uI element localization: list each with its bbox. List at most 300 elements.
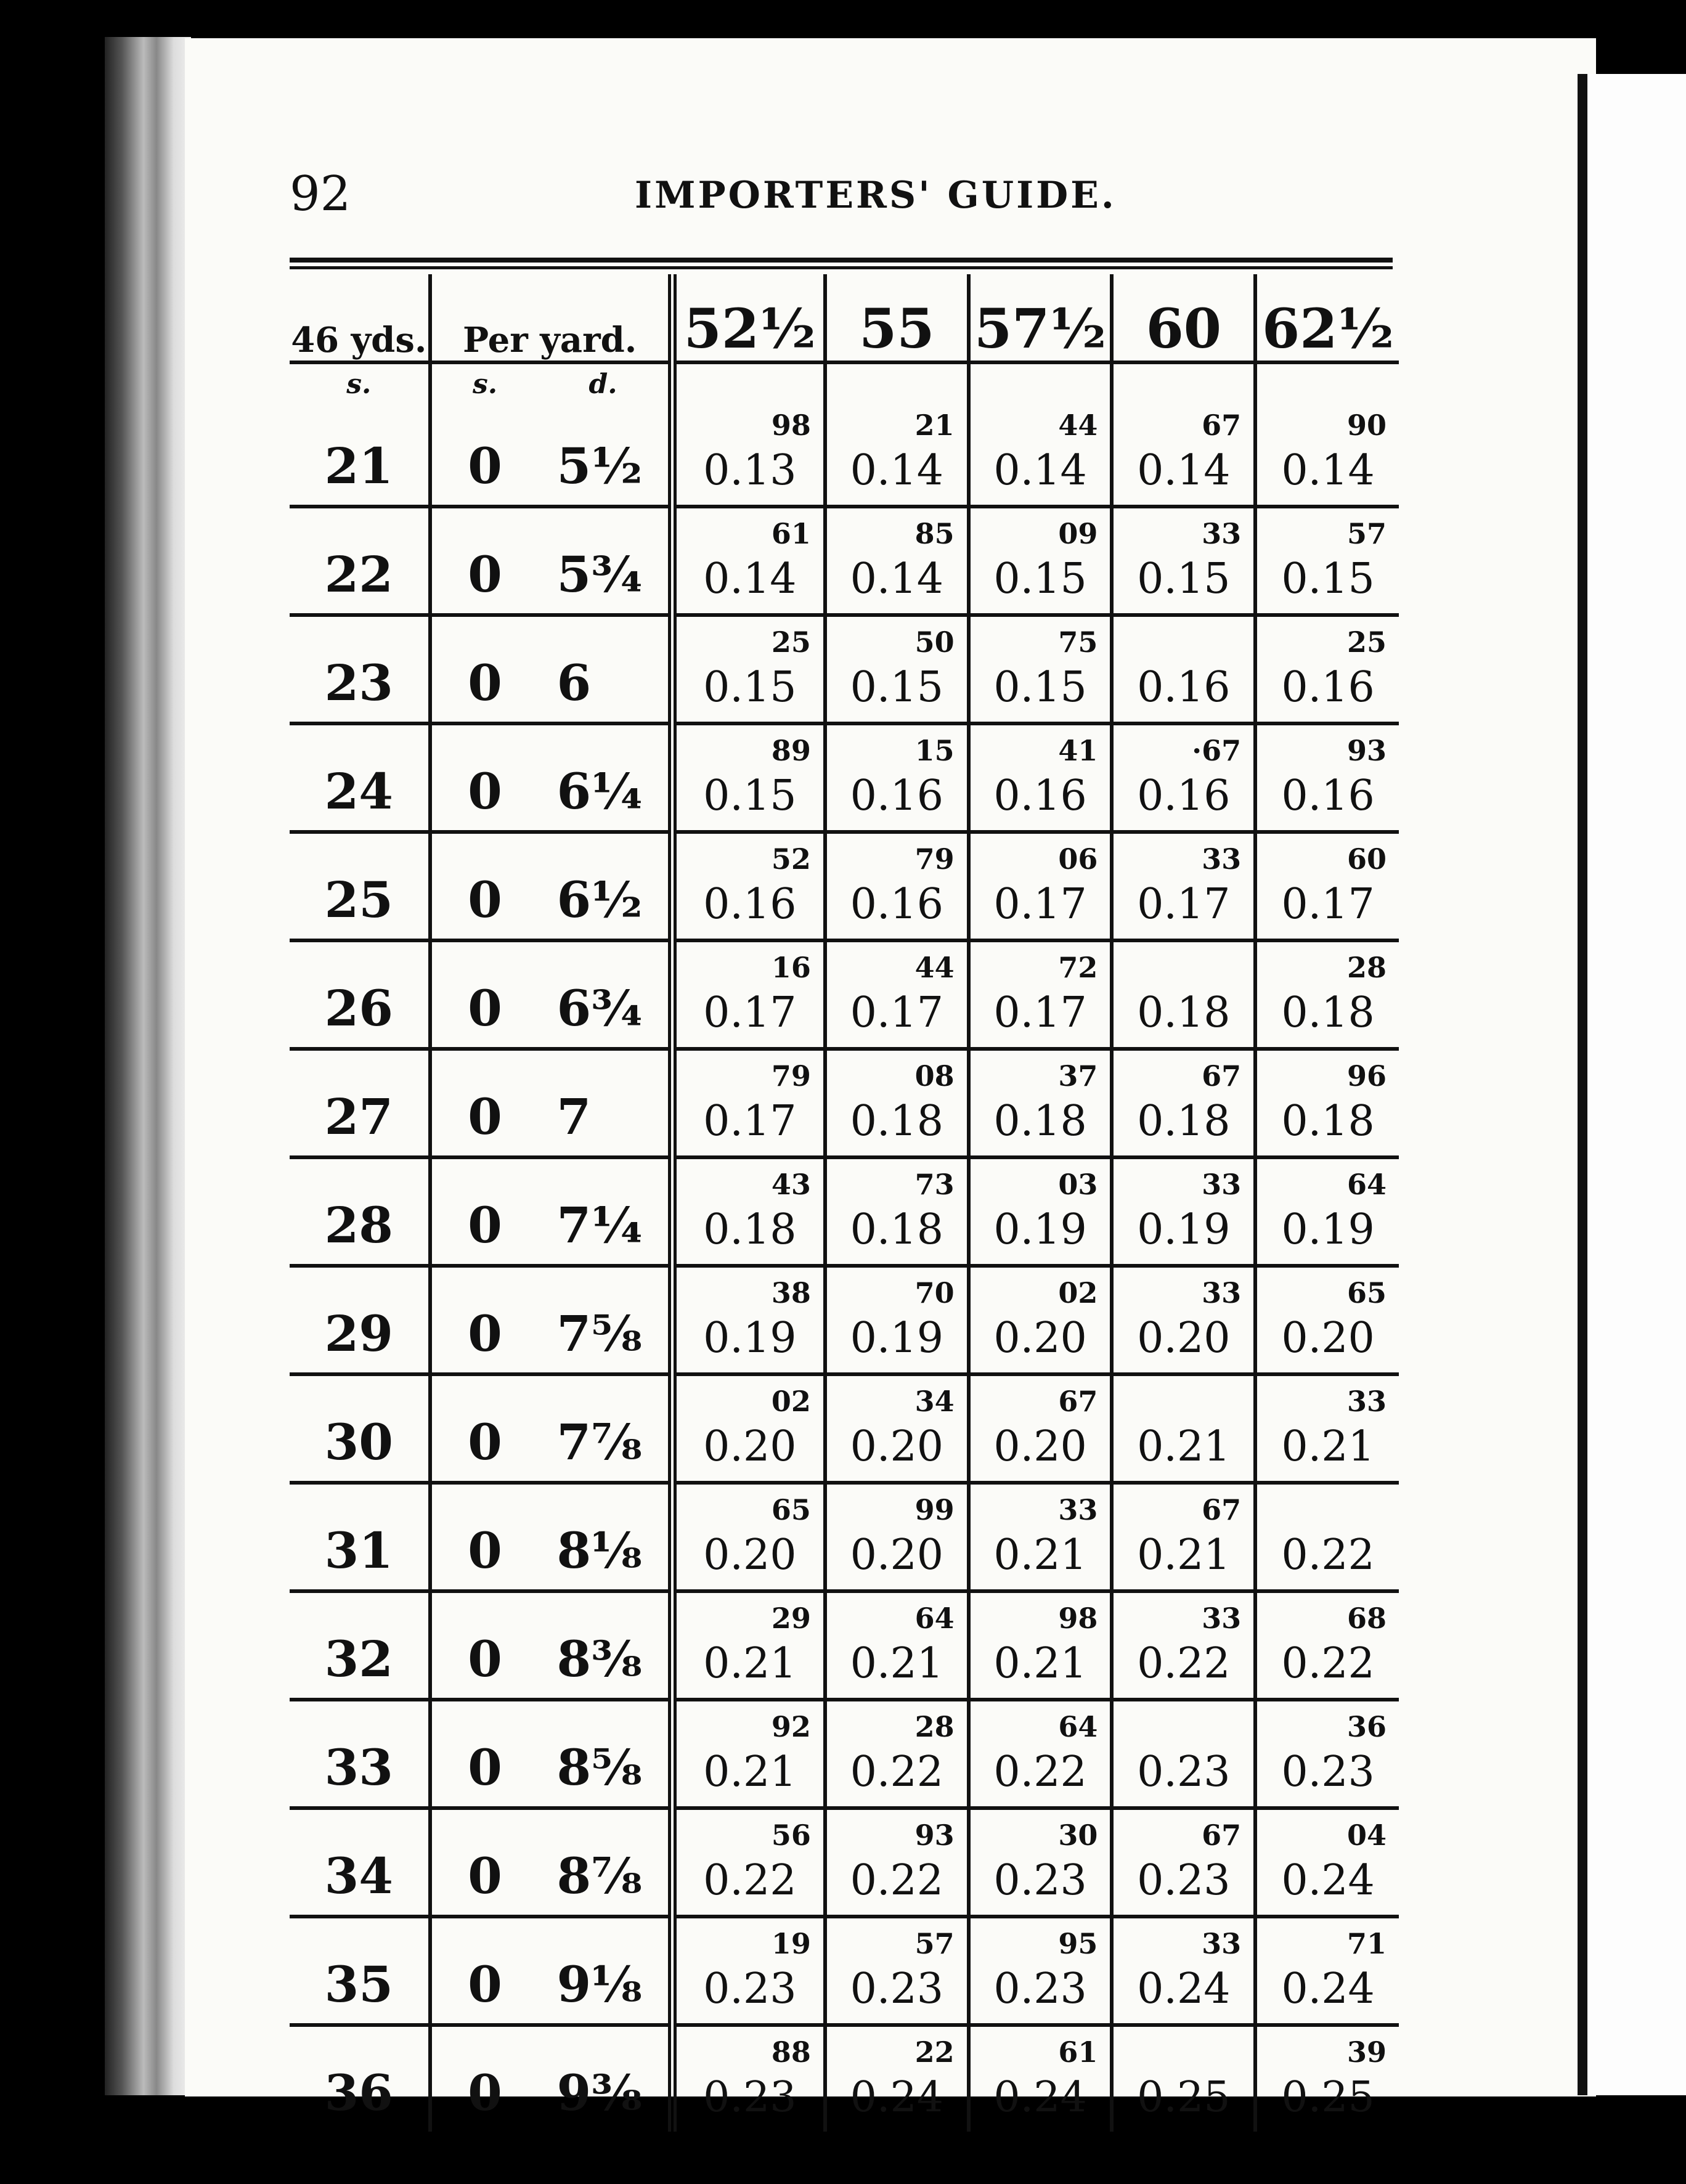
cell-value-decimal: 33 — [1346, 1385, 1387, 1418]
cell-value-text: 0.20 — [703, 1531, 797, 1579]
cell-value — [825, 507, 969, 615]
price-table — [290, 274, 1399, 2132]
cell-value — [1255, 400, 1399, 507]
cell-value — [1255, 832, 1399, 940]
table-row — [290, 1374, 1399, 1483]
table-row — [290, 400, 1399, 507]
cell-value-decimal: 98 — [771, 409, 811, 442]
cell-value-decimal: 44 — [914, 951, 955, 984]
cell-pence-text: 6½ — [556, 871, 643, 929]
cell-value-decimal: 08 — [914, 1059, 955, 1093]
cell-value-decimal: 98 — [1058, 1602, 1098, 1635]
cell-yards-text: 36 — [324, 2064, 393, 2122]
cell-value-decimal: 06 — [1058, 842, 1098, 876]
cell-value-text: 0.23 — [703, 1965, 797, 2013]
cell-value-text: 0.18 — [850, 1205, 944, 1254]
cell-value-decimal: 22 — [914, 2035, 955, 2069]
table-row — [290, 1917, 1399, 2025]
cell-value-text: 0.20 — [1281, 1314, 1375, 1363]
cell-shillings — [430, 400, 539, 507]
cell-value-text: 0.18 — [1137, 988, 1231, 1037]
cell-value — [1255, 1157, 1399, 1266]
cell-yards — [290, 1591, 430, 1700]
cell-value — [672, 1591, 825, 1700]
cell-value-decimal: 15 — [914, 734, 955, 767]
cell-value — [1112, 1591, 1255, 1700]
cell-pence — [538, 1917, 672, 2025]
cell-value — [825, 832, 969, 940]
cell-pence-text: 9⅛ — [556, 1955, 642, 2013]
cell-pence — [538, 1483, 672, 1591]
cell-yards-text: 33 — [324, 1738, 393, 1796]
cell-pence-text: 6 — [556, 654, 592, 712]
header-rate-3: 60 — [1112, 274, 1255, 362]
cell-value — [969, 723, 1112, 832]
cell-value-decimal: 67 — [1202, 1819, 1242, 1852]
cell-value-decimal: 93 — [914, 1819, 955, 1852]
cell-value-text: 0.14 — [850, 555, 944, 603]
cell-value-text: 0.20 — [993, 1422, 1087, 1471]
cell-value-text: 0.17 — [1137, 880, 1231, 929]
cell-value-text: 0.23 — [1281, 1748, 1375, 1796]
cell-value-text: 0.23 — [1137, 1856, 1231, 1905]
cell-value — [969, 1374, 1112, 1483]
cell-value-decimal: 33 — [1202, 842, 1242, 876]
cell-value — [1255, 507, 1399, 615]
cell-pence-text: 8⅝ — [556, 1738, 642, 1796]
cell-value-text: 0.16 — [1281, 772, 1375, 820]
cell-value-text: 0.24 — [993, 2073, 1087, 2122]
cell-shillings-text: 0 — [468, 1196, 502, 1254]
cell-value-text: 0.22 — [703, 1856, 797, 1905]
cell-value — [1255, 940, 1399, 1049]
cell-value-text: 0.19 — [993, 1205, 1087, 1254]
cell-shillings-text: 0 — [468, 762, 502, 820]
cell-value — [672, 723, 825, 832]
cell-value — [825, 400, 969, 507]
cell-value-text: 0.20 — [1137, 1314, 1231, 1363]
cell-yards — [290, 400, 430, 507]
cell-value-text: 0.18 — [993, 1097, 1087, 1146]
cell-value — [825, 1808, 969, 1917]
table-row — [290, 1049, 1399, 1157]
cell-shillings-text: 0 — [468, 1088, 502, 1146]
cell-value-decimal: 88 — [771, 2035, 811, 2069]
cell-value-text: 0.24 — [1281, 1965, 1375, 2013]
cell-value-text: 0.16 — [1137, 663, 1231, 712]
cell-value — [825, 615, 969, 723]
cell-value-text: 0.18 — [1137, 1097, 1231, 1146]
cell-value-text: 0.16 — [703, 880, 797, 929]
cell-value-decimal: 60 — [1346, 842, 1387, 876]
cell-value-text: 0.16 — [1137, 772, 1231, 820]
table-row — [290, 507, 1399, 615]
cell-value-decimal: 73 — [914, 1168, 955, 1201]
cell-shillings-text: 0 — [468, 979, 502, 1037]
cell-pence-text: 9⅜ — [556, 2064, 642, 2122]
header-rule-thin — [290, 266, 1393, 269]
cell-value-decimal: 25 — [1346, 625, 1387, 659]
header-rate-0: 52½ — [672, 274, 825, 362]
cell-shillings — [430, 1157, 539, 1266]
cell-shillings-text: 0 — [468, 1630, 502, 1688]
cell-shillings — [430, 507, 539, 615]
table-row — [290, 1591, 1399, 1700]
cell-yards — [290, 723, 430, 832]
cell-value — [1255, 2025, 1399, 2132]
cell-shillings-text: 0 — [468, 1955, 502, 2013]
cell-shillings — [430, 1700, 539, 1808]
cell-yards — [290, 1700, 430, 1808]
cell-value — [969, 1157, 1112, 1266]
cell-value-text: 0.16 — [993, 772, 1087, 820]
cell-value — [672, 1374, 825, 1483]
cell-value — [1112, 2025, 1255, 2132]
cell-value — [672, 1483, 825, 1591]
cell-value-decimal: 67 — [1202, 409, 1242, 442]
cell-value — [672, 940, 825, 1049]
cell-value — [825, 1157, 969, 1266]
cell-pence-text: 7⅞ — [556, 1413, 642, 1471]
cell-value — [969, 507, 1112, 615]
cell-value-decimal: 19 — [771, 1927, 811, 1960]
book-page-edges — [105, 37, 191, 2095]
cell-shillings-text: 0 — [468, 871, 502, 929]
cell-value-decimal: 61 — [771, 517, 811, 550]
cell-shillings-text: 0 — [468, 1738, 502, 1796]
cell-value-decimal: 95 — [1058, 1927, 1098, 1960]
cell-value-decimal: 67 — [1058, 1385, 1098, 1418]
cell-value — [825, 1917, 969, 2025]
cell-shillings-text: 0 — [468, 654, 502, 712]
cell-value — [672, 1157, 825, 1266]
cell-shillings-text: 0 — [468, 2064, 502, 2122]
cell-value-text: 0.24 — [850, 2073, 944, 2122]
cell-value-decimal: 43 — [771, 1168, 811, 1201]
cell-value-text: 0.22 — [1137, 1639, 1231, 1688]
header-rate-4: 62½ — [1255, 274, 1399, 362]
cell-pence — [538, 1266, 672, 1374]
cell-value — [672, 1700, 825, 1808]
cell-value — [672, 1266, 825, 1374]
cell-value-decimal: 65 — [1346, 1276, 1387, 1310]
cell-value — [969, 1591, 1112, 1700]
cell-value-text: 0.22 — [1281, 1531, 1375, 1579]
cell-value — [1112, 1157, 1255, 1266]
cell-value-text: 0.16 — [850, 880, 944, 929]
cell-value-decimal: 61 — [1058, 2035, 1098, 2069]
cell-yards-text: 27 — [324, 1088, 393, 1146]
cell-value — [672, 1917, 825, 2025]
cell-pence-text: 7 — [556, 1088, 592, 1146]
cell-value — [672, 1049, 825, 1157]
cell-value — [825, 1049, 969, 1157]
subheader-shillings: s. — [290, 362, 430, 400]
cell-value-decimal: 72 — [1058, 951, 1098, 984]
cell-value-text: 0.16 — [1281, 663, 1375, 712]
cell-value — [1112, 1049, 1255, 1157]
cell-yards-text: 35 — [324, 1955, 393, 2013]
cell-value-text: 0.18 — [850, 1097, 944, 1146]
cell-value — [672, 507, 825, 615]
cell-value — [969, 1808, 1112, 1917]
cell-value — [969, 400, 1112, 507]
cell-pence — [538, 2025, 672, 2132]
cell-value-text: 0.14 — [1137, 446, 1231, 495]
cell-value — [1255, 723, 1399, 832]
cell-yards — [290, 1266, 430, 1374]
cell-shillings — [430, 2025, 539, 2132]
cell-value-text: 0.17 — [993, 880, 1087, 929]
cell-value-text: 0.23 — [993, 1856, 1087, 1905]
cell-value-decimal: 09 — [1058, 517, 1098, 550]
cell-value-decimal: 44 — [1058, 409, 1098, 442]
cell-value — [1112, 615, 1255, 723]
cell-value-decimal: 33 — [1202, 517, 1242, 550]
cell-value — [825, 940, 969, 1049]
cell-value-decimal: 70 — [914, 1276, 955, 1310]
cell-value-decimal: 52 — [771, 842, 811, 876]
table-row — [290, 1808, 1399, 1917]
cell-value-text: 0.20 — [850, 1531, 944, 1579]
cell-value-decimal: 64 — [914, 1602, 955, 1635]
cell-value-decimal: 89 — [771, 734, 811, 767]
cell-value-decimal: 02 — [771, 1385, 811, 1418]
cell-value — [1255, 1591, 1399, 1700]
cell-value-text: 0.23 — [850, 1965, 944, 2013]
cell-value-text: 0.22 — [850, 1748, 944, 1796]
cell-yards — [290, 1483, 430, 1591]
cell-yards-text: 28 — [324, 1196, 393, 1254]
table-body — [290, 400, 1399, 2132]
cell-value — [969, 940, 1112, 1049]
cell-yards-text: 29 — [324, 1305, 393, 1363]
table-row — [290, 1157, 1399, 1266]
cell-shillings — [430, 615, 539, 723]
cell-value-text: 0.21 — [850, 1639, 944, 1688]
cell-value-text: 0.22 — [1281, 1639, 1375, 1688]
cell-value — [969, 1266, 1112, 1374]
cell-value-text: 0.15 — [1281, 555, 1375, 603]
cell-value-text: 0.17 — [1281, 880, 1375, 929]
cell-value-decimal: 33 — [1202, 1276, 1242, 1310]
cell-value — [969, 1917, 1112, 2025]
cell-value-decimal: 93 — [1346, 734, 1387, 767]
cell-value — [825, 2025, 969, 2132]
cell-pence — [538, 1591, 672, 1700]
cell-value-decimal: ·67 — [1192, 734, 1242, 767]
table-row — [290, 1700, 1399, 1808]
subheader-pence: d. — [538, 362, 672, 400]
cell-value — [825, 1266, 969, 1374]
header-rate-2: 57½ — [969, 274, 1112, 362]
cell-value — [969, 832, 1112, 940]
cell-value — [672, 2025, 825, 2132]
cell-value-text: 0.21 — [703, 1748, 797, 1796]
cell-value — [672, 615, 825, 723]
cell-value — [969, 1049, 1112, 1157]
cell-pence — [538, 1700, 672, 1808]
cell-yards — [290, 940, 430, 1049]
cell-value-text: 0.21 — [703, 1639, 797, 1688]
cell-value-text: 0.21 — [993, 1639, 1087, 1688]
cell-value-decimal: 29 — [771, 1602, 811, 1635]
cell-value-text: 0.19 — [703, 1314, 797, 1363]
cell-value-decimal: 85 — [914, 517, 955, 550]
cell-value-decimal: 16 — [771, 951, 811, 984]
table-header-row — [290, 274, 1399, 362]
cell-pence — [538, 615, 672, 723]
cell-value-text: 0.21 — [993, 1531, 1087, 1579]
cell-pence-text: 8⅞ — [556, 1847, 642, 1905]
cell-value-decimal: 65 — [771, 1493, 811, 1526]
header-rule — [290, 258, 1393, 263]
cell-yards-text: 24 — [324, 762, 393, 820]
cell-value-text: 0.17 — [850, 988, 944, 1037]
cell-yards-text: 32 — [324, 1630, 393, 1688]
cell-value-text: 0.18 — [1281, 988, 1375, 1037]
cell-value — [969, 2025, 1112, 2132]
cell-shillings-text: 0 — [468, 1305, 502, 1363]
cell-yards — [290, 1917, 430, 2025]
cell-value — [825, 1591, 969, 1700]
cell-yards-text: 30 — [324, 1413, 393, 1471]
cell-value-decimal: 28 — [914, 1710, 955, 1743]
cell-value — [1112, 1808, 1255, 1917]
cell-pence-text: 5¾ — [556, 545, 643, 603]
cell-yards — [290, 1049, 430, 1157]
cell-value-text: 0.17 — [993, 988, 1087, 1037]
cell-value — [969, 1700, 1112, 1808]
cell-value-decimal: 04 — [1346, 1819, 1387, 1852]
cell-shillings — [430, 723, 539, 832]
cell-value-decimal: 30 — [1058, 1819, 1098, 1852]
cell-value-text: 0.19 — [1281, 1205, 1375, 1254]
cell-value-text: 0.14 — [703, 555, 797, 603]
cell-pence — [538, 400, 672, 507]
cell-value-text: 0.23 — [1137, 1748, 1231, 1796]
cell-pence — [538, 940, 672, 1049]
cell-value-text: 0.18 — [703, 1205, 797, 1254]
cell-value-decimal: 37 — [1058, 1059, 1098, 1093]
cell-value — [969, 615, 1112, 723]
cell-value-text: 0.22 — [993, 1748, 1087, 1796]
cell-pence — [538, 832, 672, 940]
cell-value-decimal: 39 — [1346, 2035, 1387, 2069]
cell-value-text: 0.15 — [703, 663, 797, 712]
cell-value — [969, 1483, 1112, 1591]
cell-value-decimal: 64 — [1346, 1168, 1387, 1201]
cell-shillings-text: 0 — [468, 1413, 502, 1471]
cell-value-text: 0.21 — [1281, 1422, 1375, 1471]
cell-value-text: 0.15 — [1137, 555, 1231, 603]
cell-value-decimal: 56 — [771, 1819, 811, 1852]
cell-value-decimal: 79 — [914, 842, 955, 876]
cell-value-decimal: 33 — [1202, 1602, 1242, 1635]
cell-value-decimal: 33 — [1058, 1493, 1098, 1526]
cell-value-decimal: 33 — [1202, 1927, 1242, 1960]
cell-shillings — [430, 1917, 539, 2025]
cell-value-text: 0.23 — [703, 2073, 797, 2122]
cell-value-decimal: 75 — [1058, 625, 1098, 659]
page-number: 92 — [290, 166, 351, 222]
cell-value-text: 0.24 — [1281, 1856, 1375, 1905]
cell-shillings — [430, 1049, 539, 1157]
cell-value — [1112, 1374, 1255, 1483]
cell-value-text: 0.25 — [1281, 2073, 1375, 2122]
cell-shillings-text: 0 — [468, 1847, 502, 1905]
cell-value-decimal: 38 — [771, 1276, 811, 1310]
cell-value-text: 0.18 — [1281, 1097, 1375, 1146]
cell-value — [672, 1808, 825, 1917]
cell-value-text: 0.15 — [993, 555, 1087, 603]
cell-value — [1112, 400, 1255, 507]
header-per-yard: Per yard. — [430, 274, 672, 362]
cell-value-decimal: 67 — [1202, 1059, 1242, 1093]
cell-value — [1112, 507, 1255, 615]
cell-value-decimal: 92 — [771, 1710, 811, 1743]
cell-shillings — [430, 1483, 539, 1591]
cell-shillings — [430, 940, 539, 1049]
cell-value-text: 0.14 — [850, 446, 944, 495]
header-yards: 46 yds. — [290, 274, 430, 362]
cell-yards — [290, 615, 430, 723]
cell-yards-text: 22 — [324, 545, 393, 603]
cell-value-text: 0.14 — [1281, 446, 1375, 495]
cell-yards-text: 26 — [324, 979, 393, 1037]
cell-value-decimal: 28 — [1346, 951, 1387, 984]
cell-value — [1255, 1049, 1399, 1157]
cell-value — [1255, 1917, 1399, 2025]
cell-yards — [290, 2025, 430, 2132]
cell-value-text: 0.19 — [1137, 1205, 1231, 1254]
cell-value-decimal: 99 — [914, 1493, 955, 1526]
cell-value-decimal: 67 — [1202, 1493, 1242, 1526]
cell-value — [825, 1374, 969, 1483]
cell-pence-text: 8⅛ — [556, 1522, 642, 1579]
cell-value — [672, 832, 825, 940]
cell-value-text: 0.17 — [703, 1097, 797, 1146]
cell-shillings-text: 0 — [468, 1522, 502, 1579]
cell-value-decimal: 50 — [914, 625, 955, 659]
cell-pence — [538, 1374, 672, 1483]
cell-value — [1255, 615, 1399, 723]
cell-value — [1255, 1266, 1399, 1374]
cell-value-text: 0.22 — [850, 1856, 944, 1905]
table-row — [290, 940, 1399, 1049]
table-row — [290, 832, 1399, 940]
cell-value-text: 0.20 — [850, 1422, 944, 1471]
cell-value-text: 0.15 — [850, 663, 944, 712]
cell-value — [1112, 832, 1255, 940]
cell-shillings — [430, 1374, 539, 1483]
cell-pence — [538, 1049, 672, 1157]
running-title: IMPORTERS' GUIDE. — [635, 174, 1117, 217]
page-header — [290, 166, 1423, 222]
cell-yards — [290, 832, 430, 940]
cell-pence — [538, 1157, 672, 1266]
cell-value-text: 0.15 — [993, 663, 1087, 712]
table-row — [290, 1483, 1399, 1591]
cell-value — [1255, 1374, 1399, 1483]
cell-value-text: 0.15 — [703, 772, 797, 820]
table-row — [290, 723, 1399, 832]
cell-value-text: 0.16 — [850, 772, 944, 820]
cell-value-decimal: 79 — [771, 1059, 811, 1093]
cell-yards — [290, 1157, 430, 1266]
cell-value-decimal: 96 — [1346, 1059, 1387, 1093]
cell-value-text: 0.14 — [993, 446, 1087, 495]
